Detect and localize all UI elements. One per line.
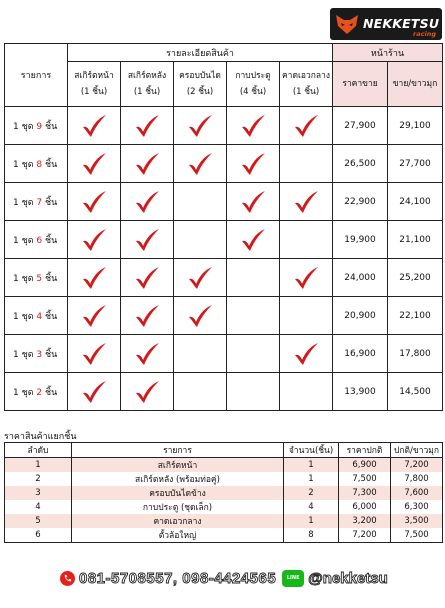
item-cell: ครอบบันไดข้าง xyxy=(72,486,284,500)
included-cell xyxy=(121,259,174,297)
column-name: สเกิร์ตหลัง xyxy=(127,71,167,81)
separate-row xyxy=(5,458,443,473)
included-cell xyxy=(174,145,227,183)
checkmark-icon xyxy=(292,189,320,215)
checkmark-icon xyxy=(80,189,108,215)
item-cell: กาบประตู (ชุดเล็ก) xyxy=(72,500,284,514)
set-label: 1 ชุด 9 ชิ้น xyxy=(5,107,68,145)
price-cell: 20,900 xyxy=(333,297,388,335)
set-row xyxy=(5,145,443,183)
set-row xyxy=(5,297,443,335)
checkmark-icon xyxy=(186,303,214,329)
price-column-header: ราคาขาย xyxy=(333,62,388,107)
set-label: 1 ชุด 4 ชิ้น xyxy=(5,297,68,335)
included-cell xyxy=(68,145,121,183)
phone-icon xyxy=(60,571,75,586)
set-label: 1 ชุด 5 ชิ้น xyxy=(5,259,68,297)
price-cell: 26,500 xyxy=(333,145,388,183)
included-cell xyxy=(280,373,333,411)
included-cell xyxy=(68,107,121,145)
included-cell xyxy=(227,373,280,411)
checkmark-icon xyxy=(80,227,108,253)
included-cell xyxy=(280,107,333,145)
included-cell xyxy=(227,297,280,335)
column-name: คาดเอวกลาง xyxy=(281,71,331,81)
pearl-price-cell: 14,500 xyxy=(388,373,443,411)
checkmark-icon xyxy=(239,151,267,177)
pearl-price-cell: 3,500 xyxy=(391,514,443,528)
checkmark-icon xyxy=(133,151,161,177)
price-cell: 27,900 xyxy=(333,107,388,145)
separate-column-header: ลำดับ xyxy=(5,443,72,458)
checkmark-icon xyxy=(80,303,108,329)
column-qty: (1 ชิ้น) xyxy=(133,87,161,97)
included-cell xyxy=(174,107,227,145)
included-cell xyxy=(68,373,121,411)
checkmark-icon xyxy=(239,227,267,253)
checkmark-icon xyxy=(133,189,161,215)
price-cell: 6,000 xyxy=(339,500,391,514)
included-cell xyxy=(121,335,174,373)
pearl-price-cell: 21,100 xyxy=(388,221,443,259)
order-cell: 3 xyxy=(5,486,72,500)
pearl-price-cell: 6,300 xyxy=(391,500,443,514)
column-header xyxy=(68,62,121,107)
column-header xyxy=(280,62,333,107)
price-group-header: หน้าร้าน xyxy=(333,44,443,62)
checkmark-icon xyxy=(239,189,267,215)
checkmark-icon xyxy=(133,303,161,329)
checkmark-icon xyxy=(186,265,214,291)
pearl-price-cell: 7,800 xyxy=(391,472,443,486)
set-label: 1 ชุด 8 ชิ้น xyxy=(5,145,68,183)
brand-name: NEKKETSU xyxy=(363,15,440,31)
order-cell: 6 xyxy=(5,528,72,543)
separate-row xyxy=(5,528,443,543)
included-cell xyxy=(227,335,280,373)
separate-row xyxy=(5,500,443,514)
separate-row xyxy=(5,514,443,528)
included-cell xyxy=(68,183,121,221)
included-cell xyxy=(174,259,227,297)
price-cell: 24,000 xyxy=(333,259,388,297)
detail-group-header: รายละเอียดสินค้า xyxy=(68,44,333,62)
included-cell xyxy=(68,221,121,259)
column-name: ครอบบันได xyxy=(179,71,221,81)
price-cell: 7,300 xyxy=(339,486,391,500)
column-name: กาบประตู xyxy=(235,71,271,81)
set-label: 1 ชุด 2 ชิ้น xyxy=(5,373,68,411)
order-cell: 1 xyxy=(5,458,72,473)
price-cell: 6,900 xyxy=(339,458,391,473)
included-cell xyxy=(174,183,227,221)
separate-row xyxy=(5,472,443,486)
checkmark-icon xyxy=(292,341,320,367)
included-cell xyxy=(227,221,280,259)
pearl-price-cell: 7,200 xyxy=(391,458,443,473)
checkmark-icon xyxy=(186,113,214,139)
set-price-table xyxy=(4,43,443,411)
included-cell xyxy=(121,145,174,183)
item-cell: คาดเอวกลาง xyxy=(72,514,284,528)
set-row xyxy=(5,259,443,297)
separate-column-header: ปกติ/ขาวมุก xyxy=(391,443,443,458)
included-cell xyxy=(68,259,121,297)
brand-logo xyxy=(330,8,442,40)
checkmark-icon xyxy=(239,113,267,139)
pearl-price-cell: 7,500 xyxy=(391,528,443,543)
separate-table-title: ราคาสินค้าแยกชิ้น xyxy=(4,432,77,442)
checkmark-icon xyxy=(80,379,108,405)
set-row xyxy=(5,335,443,373)
included-cell xyxy=(121,297,174,335)
included-cell xyxy=(121,107,174,145)
contact-bar xyxy=(60,567,388,589)
included-cell xyxy=(121,183,174,221)
checkmark-icon xyxy=(292,265,320,291)
piece-count: 2 xyxy=(36,387,43,398)
included-cell xyxy=(280,221,333,259)
price-cell: 3,200 xyxy=(339,514,391,528)
set-label: 1 ชุด 7 ชิ้น xyxy=(5,183,68,221)
included-cell xyxy=(174,373,227,411)
line-app-icon: LINE xyxy=(282,570,304,587)
order-cell: 4 xyxy=(5,500,72,514)
included-cell xyxy=(174,221,227,259)
checkmark-icon xyxy=(133,379,161,405)
price-cell: 7,500 xyxy=(339,472,391,486)
column-qty: (2 ชิ้น) xyxy=(186,87,214,97)
included-cell xyxy=(280,297,333,335)
qty-cell: 4 xyxy=(284,500,339,514)
qty-cell: 8 xyxy=(284,528,339,543)
included-cell xyxy=(227,107,280,145)
included-cell xyxy=(280,145,333,183)
included-cell xyxy=(280,259,333,297)
column-header xyxy=(121,62,174,107)
pearl-price-cell: 22,100 xyxy=(388,297,443,335)
price-cell: 13,900 xyxy=(333,373,388,411)
separate-row xyxy=(5,486,443,500)
qty-cell: 1 xyxy=(284,472,339,486)
set-row xyxy=(5,183,443,221)
column-name: สเกิร์ตหน้า xyxy=(74,71,114,81)
column-header xyxy=(174,62,227,107)
checkmark-icon xyxy=(80,151,108,177)
set-label: 1 ชุด 6 ชิ้น xyxy=(5,221,68,259)
qty-cell: 1 xyxy=(284,514,339,528)
checkmark-icon xyxy=(80,113,108,139)
separate-column-header: รายการ xyxy=(72,443,284,458)
pearl-price-cell: 17,800 xyxy=(388,335,443,373)
order-cell: 5 xyxy=(5,514,72,528)
pearl-price-cell: 27,700 xyxy=(388,145,443,183)
fox-mask-icon xyxy=(333,10,361,38)
piece-count: 6 xyxy=(36,235,43,246)
pearl-price-cell: 29,100 xyxy=(388,107,443,145)
qty-cell: 1 xyxy=(284,458,339,473)
checkmark-icon xyxy=(292,113,320,139)
pearl-price-cell: 7,600 xyxy=(391,486,443,500)
order-cell: 2 xyxy=(5,472,72,486)
checkmark-icon xyxy=(80,341,108,367)
price-cell: 7,200 xyxy=(339,528,391,543)
column-qty: (4 ชิ้น) xyxy=(239,87,267,97)
item-cell: ตั้วล้อใหญ่ xyxy=(72,528,284,543)
item-cell: สเกิร์ตหน้า xyxy=(72,458,284,473)
set-row xyxy=(5,107,443,145)
separate-column-header: ราคาปกติ xyxy=(339,443,391,458)
checkmark-icon xyxy=(133,265,161,291)
phone-numbers: 081-5708557, 098-4424565 xyxy=(79,569,277,587)
line-handle: @nekketsu xyxy=(308,569,388,587)
column-qty: (1 ชิ้น) xyxy=(80,87,108,97)
piece-count: 5 xyxy=(36,273,43,284)
set-label: 1 ชุด 3 ชิ้น xyxy=(5,335,68,373)
included-cell xyxy=(227,183,280,221)
included-cell xyxy=(68,297,121,335)
checkmark-icon xyxy=(133,341,161,367)
item-cell: สเกิร์ตหลัง (พร้อมท่อคู่) xyxy=(72,472,284,486)
included-cell xyxy=(280,183,333,221)
piece-count: 8 xyxy=(36,159,43,170)
included-cell xyxy=(121,373,174,411)
qty-cell: 2 xyxy=(284,486,339,500)
included-cell xyxy=(121,221,174,259)
set-row xyxy=(5,221,443,259)
piece-count: 3 xyxy=(36,349,43,360)
included-cell xyxy=(174,335,227,373)
set-row xyxy=(5,373,443,411)
price-cell: 22,900 xyxy=(333,183,388,221)
pearl-price-cell: 25,200 xyxy=(388,259,443,297)
price-cell: 19,900 xyxy=(333,221,388,259)
brand-sub: racing xyxy=(413,30,436,38)
pearl-price-cell: 24,100 xyxy=(388,183,443,221)
checkmark-icon xyxy=(133,113,161,139)
included-cell xyxy=(280,335,333,373)
included-cell xyxy=(174,297,227,335)
separate-price-table xyxy=(4,442,443,543)
piece-count: 7 xyxy=(36,197,43,208)
price-cell: 16,900 xyxy=(333,335,388,373)
included-cell xyxy=(227,145,280,183)
included-cell xyxy=(227,259,280,297)
included-cell xyxy=(68,335,121,373)
separate-column-header: จำนวน(ชิ้น) xyxy=(284,443,339,458)
row-header: รายการ xyxy=(5,44,68,107)
piece-count: 9 xyxy=(36,121,43,132)
price-column-header: ขาย/ขาวมุก xyxy=(388,62,443,107)
checkmark-icon xyxy=(186,151,214,177)
checkmark-icon xyxy=(133,227,161,253)
piece-count: 4 xyxy=(36,311,43,322)
column-header xyxy=(227,62,280,107)
checkmark-icon xyxy=(80,265,108,291)
column-qty: (1 ชิ้น) xyxy=(292,87,320,97)
